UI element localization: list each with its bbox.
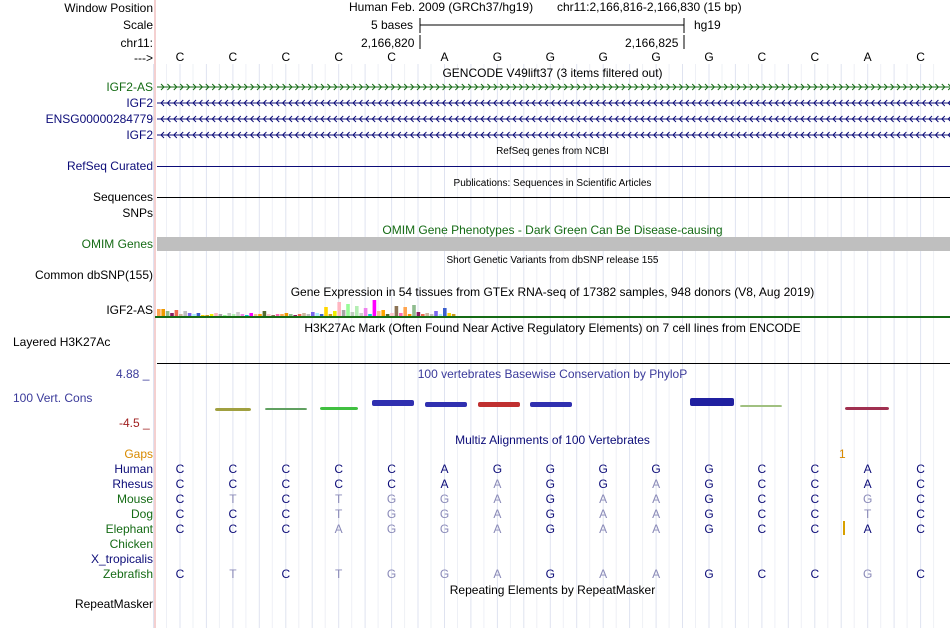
gtex-tissue-bar[interactable] (399, 313, 403, 316)
gtex-tissue-bar[interactable] (355, 306, 359, 316)
species-label[interactable]: Rhesus (112, 477, 153, 491)
gtex-tissue-bar[interactable] (403, 307, 407, 316)
gtex-tissue-bar[interactable] (249, 313, 253, 316)
alignment-base: C (228, 462, 238, 476)
alignment-base: C (810, 567, 820, 581)
gtex-tissue-bar[interactable] (386, 314, 390, 316)
alignment-base: T (229, 492, 237, 506)
alignment-base: C (810, 507, 820, 521)
alignment-base: G (439, 567, 450, 581)
ref-base: G (492, 50, 503, 64)
gencode-label[interactable]: IGF2-AS (106, 80, 153, 94)
alignment-base: A (863, 522, 872, 536)
alignment-base: C (281, 567, 291, 581)
phylop-mark (740, 405, 782, 407)
gtex-tissue-bar[interactable] (425, 313, 429, 316)
alignment-base: C (281, 492, 291, 506)
gtex-tissue-bar[interactable] (337, 302, 341, 316)
alignment-base: C (334, 477, 344, 491)
gtex-label[interactable]: IGF2-AS (106, 303, 153, 317)
alignment-base: G (704, 462, 714, 476)
gtex-tissue-bar[interactable] (232, 314, 236, 316)
alignment-base: A (599, 567, 608, 581)
position-text: chr11:2,166,816-2,166,830 (15 bp) (557, 0, 742, 14)
ref-base: C (810, 50, 820, 64)
species-label[interactable]: X_tropicalis (90, 552, 153, 566)
alignment-base: C (175, 507, 185, 521)
gtex-tissue-bar[interactable] (298, 314, 302, 316)
ref-base: C (228, 50, 238, 64)
phylop-mark (320, 407, 358, 410)
ref-base: C (334, 50, 344, 64)
phylop-mark (530, 402, 572, 407)
gtex-tissue-bar[interactable] (359, 313, 363, 316)
alignment-base: G (545, 492, 555, 506)
gtex-tissue-bar[interactable] (452, 314, 456, 316)
gtex-tissue-bar[interactable] (320, 314, 324, 316)
omim-title: OMIM Gene Phenotypes - Dark Green Can Be Disease-causing (382, 223, 723, 237)
alignment-base: A (599, 522, 608, 536)
gtex-tissue-bar[interactable] (214, 313, 218, 316)
ref-base: G (545, 50, 555, 64)
gtex-title: Gene Expression in 54 tissues from GTEx RNA-seq of 17382 samples, 948 donors (V8, Aug 2019) (290, 285, 815, 299)
ref-base: C (387, 50, 396, 64)
alignment-base: A (334, 522, 343, 536)
ref-base: C (916, 50, 925, 64)
alignment-base: A (440, 462, 449, 476)
species-label[interactable]: Human (114, 462, 153, 476)
gtex-tissue-bar[interactable] (333, 311, 337, 316)
alignment-base: C (757, 507, 767, 521)
alignment-base: C (281, 462, 291, 476)
gtex-tissue-bar[interactable] (188, 313, 192, 316)
species-label[interactable]: Chicken (109, 537, 153, 551)
gtex-tissue-bar[interactable] (293, 315, 297, 316)
refseq-label[interactable]: RefSeq Curated (66, 159, 153, 173)
alignment-base: A (652, 567, 661, 581)
snps-label[interactable]: SNPs (122, 206, 153, 220)
gencode-label[interactable]: ENSG00000284779 (45, 112, 153, 126)
alignment-base: C (281, 507, 291, 521)
alignment-base: A (440, 477, 449, 491)
alignment-base: C (281, 477, 291, 491)
dbsnp-label[interactable]: Common dbSNP(155) (34, 268, 153, 282)
publications-label[interactable]: Sequences (92, 190, 153, 204)
alignment-base: A (493, 492, 502, 506)
alignment-base: A (493, 522, 502, 536)
alignment-base: A (863, 462, 872, 476)
alignment-base: T (864, 507, 872, 521)
alignment-base: T (335, 507, 343, 521)
coord-b: 2,166,825 (625, 36, 679, 50)
ref-base: C (757, 50, 767, 64)
chrom-label: chr11: (120, 36, 153, 50)
gtex-tissue-bar[interactable] (315, 313, 319, 316)
gencode-features[interactable] (155, 80, 950, 144)
phylop-max: 4.88 _ (116, 367, 150, 381)
gtex-tissue-bar[interactable] (311, 312, 315, 316)
alignment-base: G (545, 522, 555, 536)
gtex-tissue-bar[interactable] (342, 310, 346, 316)
gtex-tissue-bar[interactable] (258, 314, 262, 316)
alignment-base: C (175, 477, 185, 491)
gtex-tissue-bar[interactable] (329, 314, 333, 316)
gtex-tissue-bar[interactable] (223, 315, 227, 316)
gtex-tissue-bar[interactable] (263, 311, 267, 316)
alignment-base: A (652, 507, 661, 521)
gtex-tissue-bar[interactable] (412, 305, 416, 316)
alignment-base: G (439, 492, 450, 506)
phylop-mark (845, 407, 889, 410)
phylop-mark (690, 398, 734, 406)
alignment-base: G (704, 477, 714, 491)
alignment-base: C (175, 462, 185, 476)
ref-base: G (704, 50, 714, 64)
omim-label[interactable]: OMIM Genes (81, 237, 153, 251)
alignment-base: C (916, 492, 925, 506)
alignment-base: C (757, 522, 767, 536)
alignment-base: C (228, 477, 238, 491)
publications-line (157, 197, 950, 198)
alignment-base: C (757, 462, 767, 476)
gtex-tissue-bar[interactable] (161, 309, 165, 316)
ref-base: C (175, 50, 185, 64)
gtex-tissue-bar[interactable] (439, 314, 443, 316)
gtex-tissue-bar[interactable] (307, 314, 311, 316)
gtex-bars[interactable] (155, 296, 950, 320)
gtex-tissue-bar[interactable] (254, 314, 258, 316)
phylop-mark (265, 408, 307, 410)
species-label[interactable]: Dog (130, 507, 153, 521)
repeatmasker-title: Repeating Elements by RepeatMasker (449, 583, 656, 597)
alignment-base: G (598, 477, 608, 491)
alignment-base: G (439, 522, 450, 536)
alignment-base: C (916, 507, 925, 521)
gtex-tissue-bar[interactable] (179, 314, 183, 316)
gtex-tissue-bar[interactable] (395, 306, 399, 316)
refseq-title: RefSeq genes from NCBI (496, 146, 609, 157)
alignment-base: A (652, 477, 661, 491)
gtex-tissue-bar[interactable] (267, 314, 271, 316)
gtex-tissue-bar[interactable] (346, 304, 350, 316)
alignment-base: T (229, 567, 237, 581)
alignment-base: C (281, 522, 291, 536)
phylop-label[interactable]: 100 Vert. Cons (13, 391, 93, 405)
arrow-label: ---> (134, 51, 153, 65)
alignment-base: A (599, 507, 608, 521)
gtex-tissue-bar[interactable] (368, 314, 372, 316)
alignment-base: A (863, 477, 872, 491)
alignment-base: C (916, 477, 925, 491)
publications-title: Publications: Sequences in Scientific Articles (453, 178, 652, 189)
alignment-base: G (704, 567, 714, 581)
alignment-base: C (334, 462, 344, 476)
gtex-tissue-bar[interactable] (417, 312, 421, 316)
gtex-tissue-bar[interactable] (192, 314, 196, 316)
coord-a: 2,166,820 (361, 36, 415, 50)
species-label[interactable]: Elephant (105, 522, 153, 536)
alignment-base: C (916, 462, 925, 476)
alignment-base: C (810, 477, 820, 491)
gtex-tissue-bar[interactable] (175, 310, 179, 316)
alignment-base: C (175, 492, 185, 506)
gencode-title: GENCODE V49lift37 (3 items filtered out) (442, 66, 663, 80)
alignment-base: T (335, 492, 343, 506)
phylop-min: -4.5 _ (119, 416, 150, 430)
ref-base: C (281, 50, 291, 64)
gtex-tissue-bar[interactable] (373, 300, 377, 316)
dbsnp-title: Short Genetic Variants from dbSNP release 155 (446, 255, 659, 266)
gtex-tissue-bar[interactable] (241, 314, 245, 316)
alignment-base: A (599, 492, 608, 506)
window-position-label: Window Position (64, 1, 153, 15)
alignment-base: G (545, 462, 555, 476)
gtex-tissue-bar[interactable] (166, 311, 170, 316)
alignment-base: A (493, 477, 502, 491)
gtex-tissue-bar[interactable] (157, 309, 161, 316)
phylop-mark (425, 402, 467, 407)
gtex-tissue-bar[interactable] (280, 314, 284, 316)
gtex-tissue-bar[interactable] (443, 308, 447, 316)
alignment-base: C (757, 492, 767, 506)
alignment-base: A (493, 507, 502, 521)
repeatmasker-label[interactable]: RepeatMasker (74, 597, 153, 611)
phylop-mark (478, 402, 520, 407)
alignment-base: G (863, 492, 873, 506)
alignment-base: G (651, 462, 661, 476)
alignment-base: G (704, 522, 714, 536)
alignment-base: C (175, 522, 185, 536)
gtex-tissue-bar[interactable] (197, 313, 201, 316)
alignment-base: C (757, 567, 767, 581)
alignment-base: C (175, 567, 185, 581)
ref-base: G (598, 50, 608, 64)
gtex-tissue-bar[interactable] (205, 315, 209, 316)
multiz-title: Multiz Alignments of 100 Vertebrates (455, 433, 650, 447)
gtex-tissue-bar[interactable] (227, 313, 231, 316)
gtex-tissue-bar[interactable] (219, 314, 223, 316)
gtex-tissue-bar[interactable] (271, 315, 275, 316)
gtex-tissue-bar[interactable] (285, 313, 289, 316)
gtex-tissue-bar[interactable] (183, 311, 187, 316)
gtex-tissue-bar[interactable] (421, 314, 425, 316)
ref-base: G (651, 50, 661, 64)
gtex-tissue-bar[interactable] (351, 312, 355, 316)
h3k27ac-line (157, 363, 950, 364)
refseq-line (157, 166, 950, 167)
alignment-base: C (810, 522, 820, 536)
alignment-base: C (916, 522, 925, 536)
gtex-tissue-bar[interactable] (302, 313, 306, 316)
gtex-tissue-bar[interactable] (364, 308, 368, 316)
alignment-base: G (863, 567, 873, 581)
gtex-tissue-bar[interactable] (236, 312, 240, 316)
gtex-tissue-bar[interactable] (210, 314, 214, 316)
h3k27ac-label[interactable]: Layered H3K27Ac (13, 335, 111, 349)
alignment-base: G (386, 567, 397, 581)
ref-base: A (440, 50, 449, 64)
gtex-tissue-bar[interactable] (245, 315, 249, 316)
species-label[interactable]: Mouse (116, 492, 153, 506)
alignment-base: G (386, 522, 397, 536)
gtex-tissue-bar[interactable] (434, 311, 438, 316)
gtex-tissue-bar[interactable] (390, 313, 394, 316)
alignment-base: A (652, 522, 661, 536)
alignment-base: G (545, 567, 555, 581)
gtex-tissue-bar[interactable] (430, 314, 434, 316)
gencode-label[interactable]: IGF2 (126, 128, 153, 142)
assembly-text: Human Feb. 2009 (GRCh37/hg19) (349, 0, 534, 14)
gap-insertion-marker (843, 521, 845, 535)
gaps-label: Gaps (124, 447, 153, 461)
alignment-base: G (386, 492, 397, 506)
alignment-base: C (810, 492, 820, 506)
alignment-base: G (386, 507, 397, 521)
alignment-base: C (228, 522, 238, 536)
gap-mark: 1 (839, 447, 846, 461)
alignment-base: T (335, 567, 343, 581)
omim-feature[interactable] (157, 237, 950, 251)
gtex-tissue-bar[interactable] (170, 313, 174, 316)
alignment-base: C (387, 462, 396, 476)
alignment-base: G (439, 507, 450, 521)
alignment-base: C (757, 477, 767, 491)
alignment-base: G (704, 492, 714, 506)
alignment-base: A (493, 567, 502, 581)
phylop-logo[interactable] (155, 395, 950, 417)
scale-label: Scale (122, 18, 153, 32)
alignment-base: A (652, 492, 661, 506)
gtex-tissue-bar[interactable] (324, 307, 328, 316)
alignment-base: G (545, 507, 555, 521)
gtex-tissue-bar[interactable] (377, 311, 381, 316)
gtex-tissue-bar[interactable] (408, 314, 412, 316)
gencode-label[interactable]: IGF2 (126, 96, 153, 110)
alignment-base: G (598, 462, 608, 476)
gtex-tissue-bar[interactable] (201, 315, 205, 316)
phylop-mark (372, 400, 414, 406)
alignment-base: G (704, 507, 714, 521)
phylop-mark (215, 408, 251, 411)
gtex-tissue-bar[interactable] (289, 314, 293, 316)
alignment-base: C (387, 477, 396, 491)
alignment-base: G (492, 462, 503, 476)
gtex-tissue-bar[interactable] (276, 314, 280, 316)
gtex-tissue-bar[interactable] (381, 310, 385, 316)
species-label[interactable]: Zebrafish (102, 567, 153, 581)
alignment-base: C (810, 462, 820, 476)
alignment-base: C (228, 507, 238, 521)
scale-text: 5 bases (371, 18, 414, 32)
h3k27ac-title: H3K27Ac Mark (Often Found Near Active Regulatory Elements) on 7 cell lines from ENCODE (304, 321, 801, 335)
ref-base: A (863, 50, 872, 64)
phylop-title: 100 vertebrates Basewise Conservation by PhyloP (417, 367, 688, 381)
gtex-tissue-bar[interactable] (447, 313, 451, 316)
alignment-base: G (545, 477, 555, 491)
db-text: hg19 (694, 18, 721, 32)
alignment-base: C (916, 567, 925, 581)
